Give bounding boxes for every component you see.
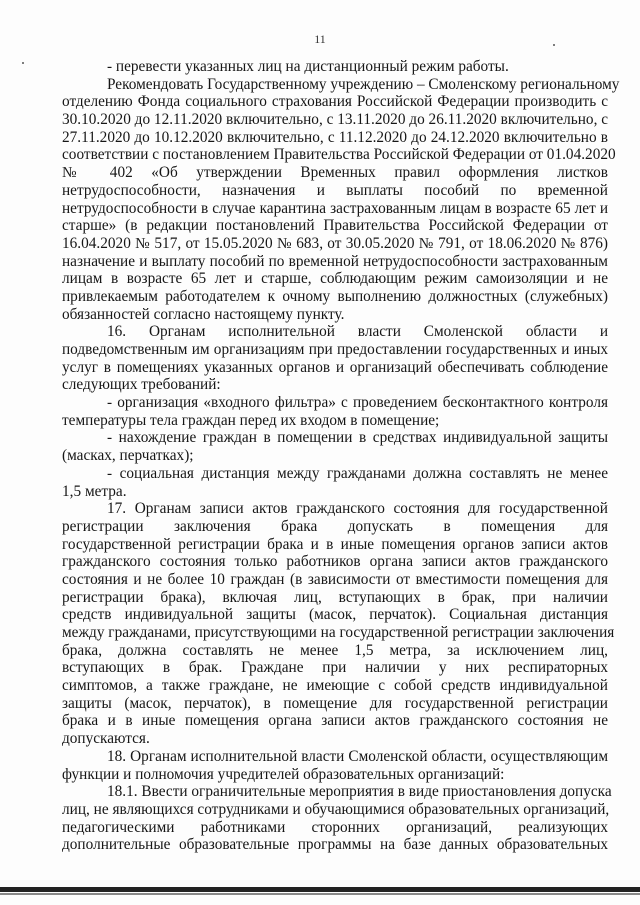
document-body bbox=[62, 58, 620, 854]
text-line: нетрудоспособности, назначения и выплаты пособий по временной bbox=[62, 181, 608, 199]
text-line: лиц, не являющихся сотрудниками и обучающимися образовательных организаций, bbox=[62, 800, 610, 818]
scan-edge-bar bbox=[0, 887, 640, 892]
text-line: - перевести указанных лиц на дистанционный режим работы. bbox=[107, 58, 509, 75]
text-line: вступающих в брак. Граждане при наличии у них респираторных bbox=[62, 659, 608, 677]
text-line: защиты (масок, перчаток), в помещение для государственной регистрации bbox=[62, 694, 608, 712]
text-line: услуг в помещениях указанных органов и организаций обеспечивать соблюдение bbox=[62, 358, 608, 376]
text-line: педагогическими работниками сторонних организаций, реализующих bbox=[62, 818, 608, 836]
text-line: функции и полномочия учредителей образовательных организаций: bbox=[62, 765, 505, 783]
text-line: средств индивидуальной защиты (масок, перчаток). Социальная дистанция bbox=[62, 606, 608, 624]
scan-speck bbox=[553, 44, 555, 46]
text-line: 18.1. Ввести ограничительные мероприятия в виде приостановления допуска bbox=[107, 783, 612, 801]
text-line: брака и в иные помещения органа записи актов гражданского состояния не bbox=[62, 712, 608, 730]
text-line: государственной регистрации брака и в иные помещения органов записи актов bbox=[62, 535, 608, 553]
text-line: симптомов, а также граждане, не имеющие с собой средств индивидуальной bbox=[62, 677, 608, 695]
text-line: - социальная дистанция между гражданами должна составлять не менее bbox=[107, 464, 608, 482]
page-number: 11 bbox=[314, 32, 326, 46]
text-line: № 402 «Об утверждении Временных правил оформления листков bbox=[62, 164, 608, 182]
text-line: (масках, перчатках); bbox=[62, 447, 194, 465]
text-line: старше» (в редакции постановлений Правительства Российской Федерации от bbox=[62, 217, 608, 235]
text-line: дополнительные образовательные программы на базе данных образовательных bbox=[62, 836, 608, 854]
text-line: обязанностей согласно настоящему пункту. bbox=[62, 305, 345, 323]
text-line: регистрации заключения брака допускать в помещения для bbox=[62, 517, 608, 535]
text-line: назначение и выплату пособий по временной нетрудоспособности застрахованным bbox=[62, 252, 608, 270]
text-line: регистрации брака), включая лиц, вступающих в брак, при наличии bbox=[62, 588, 608, 606]
text-line: 16. Органам исполнительной власти Смоленской области и bbox=[107, 323, 608, 341]
text-line: - организация «входного фильтра» с проведением бесконтактного контроля bbox=[107, 394, 608, 412]
text-line: 18. Органам исполнительной власти Смоленской области, осуществляющим bbox=[107, 747, 608, 765]
text-line: 1,5 метра. bbox=[62, 482, 127, 500]
text-line: следующих требований: bbox=[62, 376, 221, 394]
text-line: брака, должна составлять не менее 1,5 метра, за исключением лиц, bbox=[62, 641, 608, 659]
scan-edge-shadow bbox=[0, 893, 640, 895]
text-line: нетрудоспособности в случае карантина застрахованным лицам в возрасте 65 лет и bbox=[62, 199, 608, 217]
text-line: соответствии с постановлением Правительства Российской Федерации от 01.04.2020 bbox=[62, 146, 616, 164]
text-line: 27.11.2020 до 10.12.2020 включительно, с 11.12.2020 до 24.12.2020 включительно в bbox=[62, 128, 608, 146]
text-line: состояния и не более 10 граждан (в зависимости от вместимости помещения для bbox=[62, 570, 608, 588]
text-line: лицам в возрасте 65 лет и старше, соблюдающим режим самоизоляции и не bbox=[62, 270, 608, 288]
text-line: 30.10.2020 до 12.11.2020 включительно, с 13.11.2020 до 26.11.2020 включительно, с bbox=[62, 111, 609, 129]
text-line: температуры тела граждан перед их входом в помещение; bbox=[62, 411, 440, 429]
text-line: подведомственным им организациям при предоставлении государственных и иных bbox=[62, 341, 608, 358]
text-line: привлекаемым работодателем к очному выполнению должностных (служебных) bbox=[62, 287, 608, 305]
text-line: гражданского состояния только работников органа записи актов гражданского bbox=[62, 553, 608, 571]
scan-speck bbox=[22, 62, 24, 64]
text-line: между гражданами, присутствующими на государственной регистрации заключения bbox=[62, 624, 615, 641]
text-line: 17. Органам записи актов гражданского состояния для государственной bbox=[107, 500, 608, 518]
text-line: - нахождение граждан в помещении в средствах индивидуальной защиты bbox=[107, 429, 608, 447]
text-line: допускаются. bbox=[62, 730, 150, 748]
text-line: 16.04.2020 № 517, от 15.05.2020 № 683, от 30.05.2020 № 791, от 18.06.2020 № 876) bbox=[62, 234, 608, 252]
text-line: Рекомендовать Государственному учреждению – Смоленскому региональному bbox=[107, 75, 620, 93]
text-line: отделению Фонда социального страхования Российской Федерации производить с bbox=[62, 93, 608, 111]
